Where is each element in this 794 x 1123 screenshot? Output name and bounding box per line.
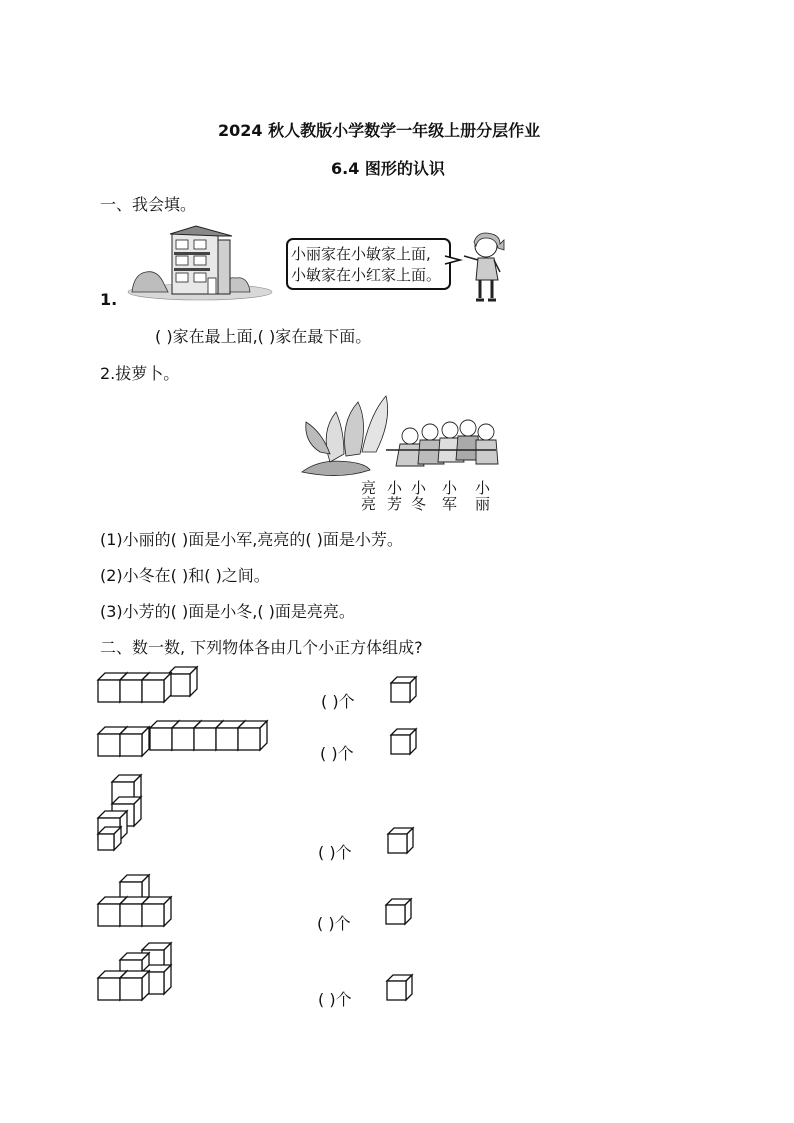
cube	[391, 729, 416, 754]
answer-3[interactable]: ( )个	[318, 843, 352, 862]
answer-2[interactable]: ( )个	[320, 744, 354, 763]
answer-5[interactable]: ( )个	[318, 990, 352, 1009]
child-name-xiaofang: 小 芳	[387, 479, 403, 513]
child-name-xiaodong: 小 冬	[411, 479, 427, 513]
cube-figure-1	[98, 666, 208, 706]
small-cube-icon	[389, 728, 419, 756]
page-title: 2024 秋人教版小学数学一年级上册分层作业	[218, 121, 541, 140]
page-subtitle: 6.4 图形的认识	[331, 159, 445, 178]
question-2-item-3: (3)小芳的( )面是小冬,( )面是亮亮。	[100, 602, 355, 621]
turnip-pulling-illustration	[300, 392, 500, 482]
cube-figure-5	[98, 942, 180, 1004]
question-2-heading: 2.拔萝卜。	[100, 364, 180, 383]
section-1-heading: 一、我会填。	[100, 195, 197, 214]
cube	[238, 721, 267, 750]
cube-figure-2	[98, 720, 268, 760]
section-2-heading: 二、数一数, 下列物体各由几个小正方体组成?	[100, 638, 423, 657]
small-cube-icon	[389, 676, 419, 704]
question-1-fill-line: ( )家在最上面,( )家在最下面。	[155, 327, 372, 346]
question-1-number: 1.	[100, 290, 118, 309]
cube	[142, 897, 171, 926]
cube-figure-4	[98, 872, 180, 932]
child-name-xiaojun: 小 军	[442, 479, 458, 513]
question-2-item-1: (1)小丽的( )面是小军,亮亮的( )面是小芳。	[100, 530, 403, 549]
small-cube-icon	[385, 974, 415, 1002]
building-illustration	[128, 226, 273, 302]
speech-line-2: 小敏家在小红家上面。	[291, 266, 442, 284]
child-name-liangliang: 亮 亮	[361, 479, 377, 513]
small-cube-icon	[384, 898, 414, 926]
cube	[391, 677, 416, 702]
cube-figure-3	[98, 774, 148, 856]
child-name-xiaoli: 小 丽	[475, 479, 491, 513]
girl-illustration	[456, 230, 512, 306]
cube	[387, 975, 412, 1000]
speech-line-1: 小丽家在小敏家上面,	[291, 245, 431, 263]
cube	[168, 667, 197, 696]
small-cube-icon	[386, 827, 416, 855]
cube	[98, 827, 121, 850]
cube	[120, 727, 149, 756]
cube	[386, 899, 411, 924]
cube	[120, 971, 149, 1000]
cube	[142, 673, 171, 702]
answer-1[interactable]: ( )个	[321, 692, 355, 711]
cube	[388, 828, 413, 853]
question-2-item-2: (2)小冬在( )和( )之间。	[100, 566, 270, 585]
answer-4[interactable]: ( )个	[317, 914, 351, 933]
